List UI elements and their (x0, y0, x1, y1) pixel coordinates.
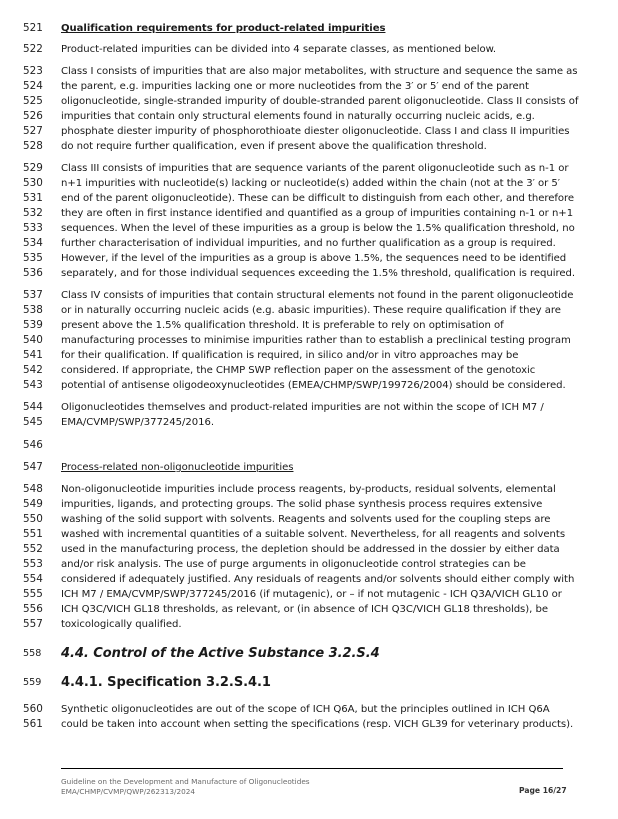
footer-document-reference: EMA/CHMP/CVMP/QWP/262313/2024 (61, 787, 196, 796)
line-530 (0, 176, 618, 191)
line-text: Non-oligonucleotide impurities include process reagents, by-products, residual solvents, elemental (61, 484, 556, 495)
line-text: could be taken into account when setting the specifications (resp. VICH GL39 for veterinary products). (61, 719, 574, 730)
line-number: 540 (23, 334, 43, 346)
line-number: 546 (23, 439, 43, 451)
line-535 (0, 251, 618, 266)
line-text: Class III consists of impurities that are sequence variants of the parent oligonucleotide such as n-1 or (61, 163, 569, 174)
page-number: Page 16/27 (519, 786, 567, 795)
line-number: 524 (23, 80, 43, 92)
line-number: 553 (23, 558, 43, 570)
line-text: or in naturally occurring nucleic acids (e.g. abasic impurities). These require qualification if they are (61, 305, 561, 316)
line-text: considered. If appropriate, the CHMP SWP reflection paper on the assessment of the genotoxic (61, 365, 536, 376)
line-number: 539 (23, 319, 43, 331)
line-531 (0, 191, 618, 206)
line-560 (0, 702, 618, 717)
line-number: 531 (23, 192, 43, 204)
line-text: washed with incremental quantities of a suitable solvent. Nevertheless, for all reagents and solvents (61, 529, 566, 540)
line-text: EMA/CVMP/SWP/377245/2016. (61, 417, 214, 428)
footer-document-info (61, 777, 310, 797)
line-number: 537 (23, 289, 43, 301)
line-556 (0, 602, 618, 617)
line-552 (0, 542, 618, 557)
line-525 (0, 94, 618, 109)
line-532 (0, 206, 618, 221)
line-number: 561 (23, 718, 43, 730)
line-text: potential of antisense oligodeoxynucleotides (EMEA/CHMP/SWP/199726/2004) should be considered. (61, 380, 566, 391)
line-537 (0, 288, 618, 303)
line-546 (0, 438, 618, 453)
line-547 (0, 460, 618, 475)
line-539 (0, 318, 618, 333)
line-number: 538 (23, 304, 43, 316)
line-text: ICH M7 / EMA/CVMP/SWP/377245/2016 (if mutagenic), or – if not mutagenic - ICH Q3A/VICH GL10 or (61, 589, 562, 600)
line-text: impurities, ligands, and protecting groups. The solid phase synthesis process requires extensive (61, 499, 543, 510)
line-text: Synthetic oligonucleotides are out of the scope of ICH Q6A, but the principles outlined in ICH Q6A (61, 704, 550, 715)
line-550 (0, 512, 618, 527)
line-text: impurities that contain only structural elements found in naturally occurring nucleic acids, e.g. (61, 111, 535, 122)
line-number: 533 (23, 222, 43, 234)
line-number: 557 (23, 618, 43, 630)
line-text: the parent, e.g. impurities lacking one or more nucleotides from the 3′ or 5′ end of the parent (61, 81, 529, 92)
line-number: 559 (23, 677, 42, 688)
line-text: n+1 impurities with nucleotide(s) lacking or nucleotide(s) added within the chain (not at the 3′ or 5′ (61, 178, 561, 189)
line-557 (0, 617, 618, 632)
line-text: separately, and for those individual sequences exceeding the 1.5% threshold, qualification is required. (61, 268, 576, 279)
line-text: further characterisation of individual impurities, and no further qualification as a group is required. (61, 238, 556, 249)
line-number: 544 (23, 401, 43, 413)
line-text: Class I consists of impurities that are also major metabolites, with structure and sequence the same as (61, 66, 578, 77)
line-number: 529 (23, 162, 43, 174)
line-549 (0, 497, 618, 512)
line-text: Class IV consists of impurities that contain structural elements not found in the parent oligonucleotide (61, 290, 574, 301)
line-text: they are often in first instance identified and quantified as a group of impurities containing n-1 or n+1 (61, 208, 574, 219)
line-553 (0, 557, 618, 572)
line-text: used in the manufacturing process, the depletion should be addressed in the dossier by either data (61, 544, 560, 555)
line-text: manufacturing processes to minimise impurities rather than to establish a preclinical testing program (61, 335, 571, 346)
line-number: 556 (23, 603, 43, 615)
line-523 (0, 64, 618, 79)
line-text: toxicologically qualified. (61, 619, 182, 630)
line-544 (0, 400, 618, 415)
line-533 (0, 221, 618, 236)
line-text: Oligonucleotides themselves and product-related impurities are not within the scope of ICH M7 / (61, 402, 544, 413)
line-542 (0, 363, 618, 378)
line-536 (0, 266, 618, 281)
line-text: do not require further qualification, even if present above the qualification threshold. (61, 141, 487, 152)
line-text: considered if adequately justified. Any residuals of reagents and/or solvents should either comply with (61, 574, 575, 585)
section-heading-specification: 4.4.1. Specification 3.2.S.4.1 (61, 675, 271, 690)
line-text: and/or risk analysis. The use of purge arguments in oligonucleotide control strategies can be (61, 559, 526, 570)
line-558 (0, 645, 618, 663)
line-text: washing of the solid support with solvents. Reagents and solvents used for the coupling steps are (61, 514, 551, 525)
line-text: However, if the level of the impurities as a group is above 1.5%, the sequences need to be identified (61, 253, 567, 264)
line-561 (0, 717, 618, 732)
line-number: 527 (23, 125, 43, 137)
line-number: 528 (23, 140, 43, 152)
line-number: 541 (23, 349, 43, 361)
line-529 (0, 161, 618, 176)
line-number: 552 (23, 543, 43, 555)
line-527 (0, 124, 618, 139)
line-number: 547 (23, 461, 43, 473)
line-551 (0, 527, 618, 542)
line-text: ICH Q3C/VICH GL18 thresholds, as relevant, or (in absence of ICH Q3C/VICH GL18 thresholds), be (61, 604, 548, 615)
line-number: 523 (23, 65, 43, 77)
line-number: 525 (23, 95, 43, 107)
line-number: 549 (23, 498, 43, 510)
line-number: 522 (23, 43, 43, 55)
line-number: 526 (23, 110, 43, 122)
footer-document-title: Guideline on the Development and Manufacture of Oligonucleotides (61, 777, 310, 786)
line-text: sequences. When the level of these impurities as a group is below the 1.5% qualification threshold, no (61, 223, 575, 234)
line-number: 550 (23, 513, 43, 525)
line-538 (0, 303, 618, 318)
line-number: 548 (23, 483, 43, 495)
line-543 (0, 378, 618, 393)
line-number: 536 (23, 267, 43, 279)
line-526 (0, 109, 618, 124)
line-text: Product-related impurities can be divided into 4 separate classes, as mentioned below. (61, 44, 497, 55)
line-534 (0, 236, 618, 251)
line-554 (0, 572, 618, 587)
line-text: phosphate diester impurity of phosphorothioate diester oligonucleotide. Class I and class II impurities (61, 126, 570, 137)
line-text: end of the parent oligonucleotide). These can be difficult to distinguish from each other, and therefore (61, 193, 575, 204)
footer-divider (61, 768, 563, 769)
line-number: 555 (23, 588, 43, 600)
line-number: 543 (23, 379, 43, 391)
line-number: 560 (23, 703, 43, 715)
line-number: 534 (23, 237, 43, 249)
line-522 (0, 42, 618, 57)
line-555 (0, 587, 618, 602)
line-text: present above the 1.5% qualification threshold. It is preferable to rely on optimisation of (61, 320, 504, 331)
line-number: 521 (23, 22, 43, 34)
line-559 (0, 674, 618, 692)
section-heading-process-related-impurities: Process-related non-oligonucleotide impurities (61, 462, 294, 473)
line-number: 535 (23, 252, 43, 264)
line-number: 551 (23, 528, 43, 540)
line-text: oligonucleotide, single-stranded impurity of double-stranded parent oligonucleotide. Class II consists of (61, 96, 579, 107)
section-heading-product-related-impurities: Qualification requirements for product-related impurities (61, 23, 386, 34)
line-548 (0, 482, 618, 497)
line-545 (0, 415, 618, 430)
line-text: for their qualification. If qualification is required, in silico and/or in vitro approaches may be (61, 350, 519, 361)
line-number: 558 (23, 648, 42, 659)
line-541 (0, 348, 618, 363)
line-528 (0, 139, 618, 154)
line-540 (0, 333, 618, 348)
line-521 (0, 21, 618, 36)
line-number: 542 (23, 364, 43, 376)
section-heading-control-of-active-substance: 4.4. Control of the Active Substance 3.2.S.4 (61, 646, 380, 661)
line-524 (0, 79, 618, 94)
line-number: 532 (23, 207, 43, 219)
line-number: 530 (23, 177, 43, 189)
line-number: 554 (23, 573, 43, 585)
line-number: 545 (23, 416, 43, 428)
